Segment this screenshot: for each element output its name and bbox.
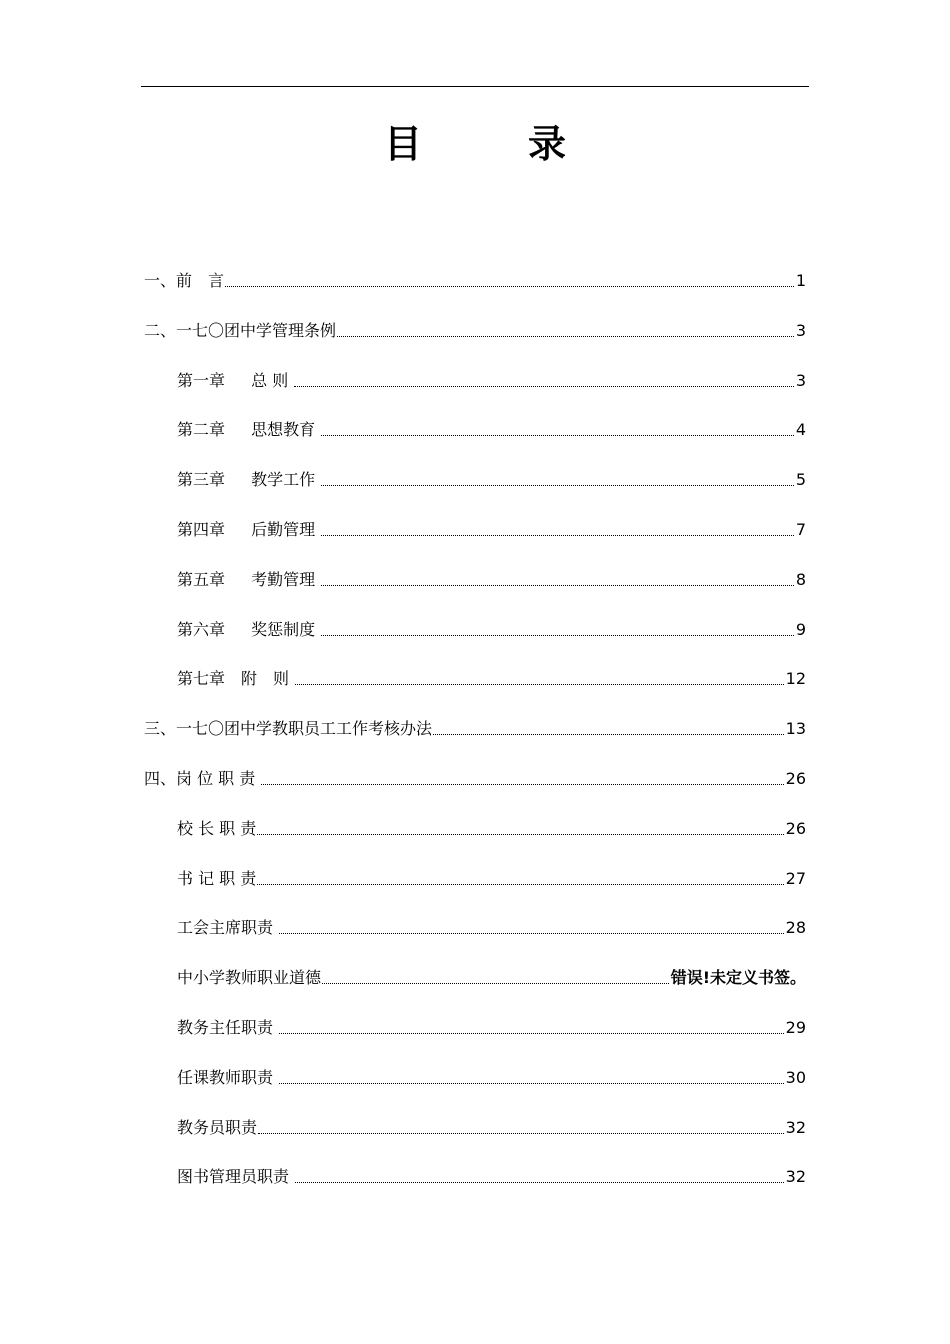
toc-entry[interactable] — [177, 817, 806, 841]
dot-leader — [295, 684, 784, 685]
toc-entry-label: 教务员职责 — [177, 1117, 258, 1137]
toc-entry[interactable] — [144, 319, 806, 343]
toc-entry[interactable] — [177, 418, 806, 442]
toc-entry-page-number: 32 — [785, 1167, 806, 1187]
toc-entry-label: 三、一七〇团中学教职员工工作考核办法 — [144, 719, 433, 739]
toc-entry-label: 第一章 总 则 — [177, 370, 294, 390]
toc-entry-page-number: 9 — [795, 619, 806, 639]
toc-entry-label: 第五章 考勤管理 — [177, 569, 321, 589]
toc-entry-label: 图书管理员职责 — [177, 1167, 295, 1187]
toc-entry-label: 工会主席职责 — [177, 918, 279, 938]
dot-leader — [321, 485, 794, 486]
toc-entry[interactable] — [177, 867, 806, 891]
toc-entry[interactable] — [144, 717, 806, 741]
toc-entry-page-number: 8 — [795, 569, 806, 589]
toc-entry[interactable] — [177, 568, 806, 592]
toc-entry[interactable] — [177, 468, 806, 492]
dot-leader — [294, 386, 793, 387]
toc-entry-page-number: 3 — [795, 370, 806, 390]
toc-entry[interactable] — [177, 1165, 806, 1189]
dot-leader — [321, 635, 794, 636]
toc-title: 目 录 — [383, 122, 600, 166]
dot-leader — [433, 734, 784, 735]
toc-entry[interactable] — [177, 966, 806, 990]
toc-entry-label: 校 长 职 责 — [177, 818, 257, 838]
toc-entry-label: 教务主任职责 — [177, 1018, 279, 1037]
toc-entry-page-number: 28 — [785, 918, 806, 938]
toc-entry-label: 一、前 言 — [144, 271, 225, 290]
toc-entry-label: 四、岗 位 职 责 — [144, 769, 261, 788]
toc-entry-label: 中小学教师职业道德 — [177, 968, 322, 988]
toc-entry-page-number: 1 — [795, 271, 806, 290]
toc-entry[interactable] — [177, 518, 806, 542]
toc-entry-label: 书 记 职 责 — [177, 868, 257, 888]
dot-leader — [279, 933, 784, 934]
toc-entry[interactable] — [144, 767, 806, 791]
dot-leader — [321, 535, 794, 536]
toc-entry-page-number: 30 — [785, 1067, 806, 1087]
toc-entry[interactable] — [177, 916, 806, 940]
toc-entry-label: 第六章 奖惩制度 — [177, 619, 321, 639]
toc-entry[interactable] — [177, 369, 806, 393]
dot-leader — [295, 1182, 784, 1183]
toc-entry-label: 第七章 附 则 — [177, 669, 295, 689]
toc-entry[interactable] — [177, 667, 806, 691]
toc-entry[interactable] — [177, 1016, 806, 1040]
toc-entry-page-number: 29 — [785, 1018, 806, 1037]
toc-entry-page-number: 12 — [785, 669, 806, 689]
dot-leader — [257, 884, 783, 885]
toc-entry-page-number: 26 — [785, 769, 806, 788]
dot-leader — [321, 585, 794, 586]
toc-entry[interactable] — [144, 269, 806, 293]
dot-leader — [258, 1133, 784, 1134]
toc-entry-label: 任课教师职责 — [177, 1067, 279, 1087]
toc-entry-label: 第四章 后勤管理 — [177, 520, 321, 539]
toc-entry-page-number: 26 — [785, 818, 806, 838]
dot-leader — [279, 1083, 784, 1084]
toc-entry[interactable] — [177, 1116, 806, 1140]
dot-leader — [261, 784, 783, 785]
toc-entry[interactable] — [177, 618, 806, 642]
toc-entry-page-number: 27 — [785, 868, 806, 888]
toc-entry-page-number: 13 — [785, 719, 806, 739]
toc-entry-label: 第二章 思想教育 — [177, 420, 321, 440]
dot-leader — [225, 286, 794, 287]
toc-entry-page-number: 32 — [785, 1117, 806, 1137]
toc-entry-error: 错误!未定义书签。 — [670, 968, 806, 988]
toc-entry-page-number: 5 — [795, 470, 806, 490]
dot-leader — [279, 1033, 784, 1034]
toc-entry-label: 二、一七〇团中学管理条例 — [144, 320, 337, 340]
toc-entry-page-number: 4 — [795, 420, 806, 440]
dot-leader — [322, 983, 669, 984]
toc-entry[interactable] — [177, 1066, 806, 1090]
dot-leader — [257, 834, 783, 835]
dot-leader — [321, 435, 794, 436]
dot-leader — [337, 336, 794, 337]
toc-entry-page-number: 7 — [795, 520, 806, 539]
toc-entry-label: 第三章 教学工作 — [177, 470, 321, 490]
toc-entry-page-number: 3 — [795, 320, 806, 340]
